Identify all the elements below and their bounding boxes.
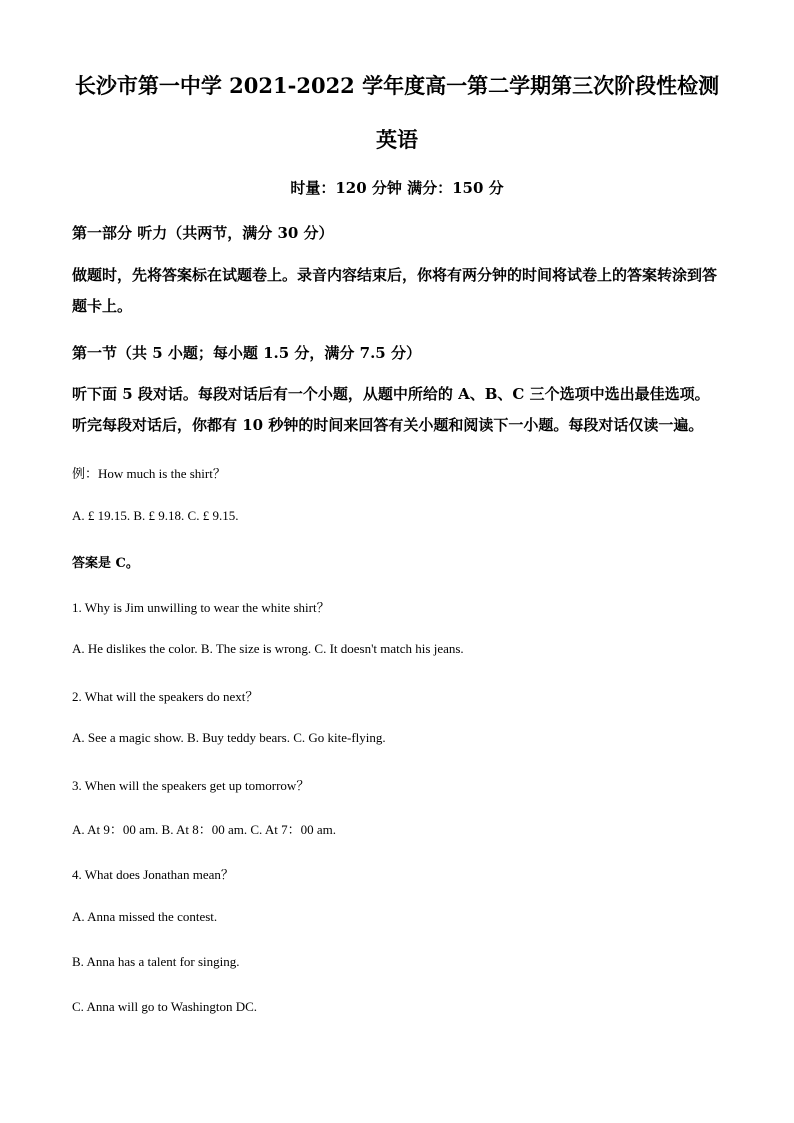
question-4: 4. What does Jonathan mean？	[72, 867, 234, 882]
question-1-options: A. He dislikes the color. B. The size is wrong. C. It doesn't match his jeans.	[72, 641, 464, 656]
question-1: 1. Why is Jim unwilling to wear the white shirt？	[72, 600, 330, 615]
example-answer: 答案是 C。	[72, 556, 139, 571]
part1-instruction: 做题时，先将答案标在试题卷上。录音内容结束后，你将有两分钟的时间将试卷上的答案转涂到答题卡上。	[72, 266, 718, 315]
example-question: 例：How much is the shirt？	[72, 466, 226, 481]
question-4-option-b: B. Anna has a talent for singing.	[72, 954, 240, 969]
part1-heading: 第一部分 听力（共两节，满分 30 分）	[72, 224, 334, 242]
question-3-options: A. At 9：00 am. B. At 8：00 am. C. At 7：00 am.	[72, 822, 336, 837]
question-3: 3. When will the speakers get up tomorrow？	[72, 778, 310, 793]
section1-heading: 第一节（共 5 小题；每小题 1.5 分，满分 7.5 分）	[72, 344, 421, 362]
question-2: 2. What will the speakers do next？	[72, 689, 259, 704]
exam-title: 长沙市第一中学 2021-2022 学年度高一第二学期第三次阶段性检测	[74, 73, 720, 98]
subject-title: 英语	[376, 127, 418, 152]
question-2-options: A. See a magic show. B. Buy teddy bears. C. Go kite-flying.	[72, 730, 386, 745]
question-4-option-c: C. Anna will go to Washington DC.	[72, 999, 258, 1014]
section1-instruction: 听下面 5 段对话。每段对话后有一个小题，从题中所给的 A、B、C 三个选项中选出最佳选项。听完每段对话后，你都有 10 秒钟的时间来回答有关小题和阅读下一小题。每段对话仅读一遍。	[72, 385, 710, 434]
example-options: A. £ 19.15. B. £ 9.18. C. £ 9.15.	[72, 508, 239, 523]
question-4-option-a: A. Anna missed the contest.	[72, 909, 218, 924]
exam-meta: 时量：120 分钟 满分：150 分	[290, 179, 504, 197]
